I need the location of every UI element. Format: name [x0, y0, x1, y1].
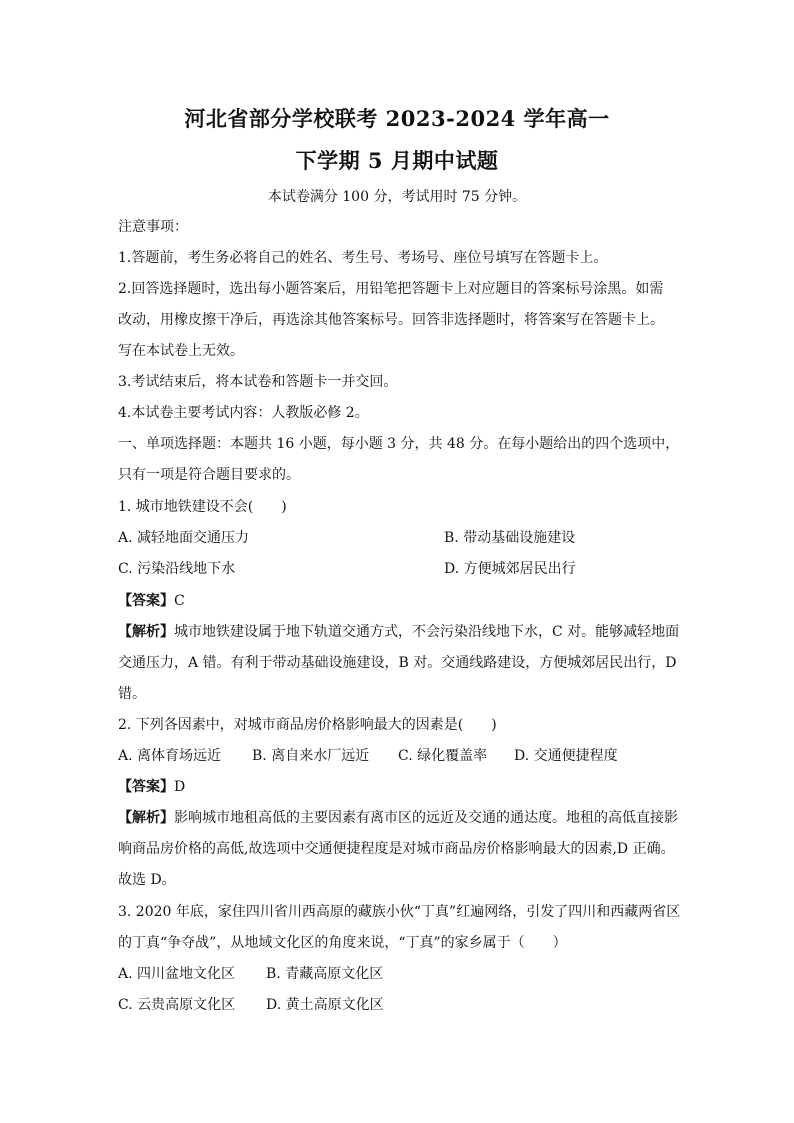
option-c: C. 绿化覆盖率: [398, 748, 488, 764]
analysis-label: 【解析】: [118, 810, 174, 826]
option-a: A. 离体育场远近: [118, 748, 222, 764]
analysis-label: 【解析】: [118, 624, 174, 640]
option-d: D. 黄土高原文化区: [266, 997, 384, 1013]
option-c: C. 污染沿线地下水: [118, 561, 236, 577]
analysis-text: 故选 D。: [118, 872, 176, 888]
question-stem: 2. 下列各因素中，对城市商品房价格影响最大的因素是( ): [118, 717, 497, 733]
option-b: B. 青藏高原文化区: [266, 966, 384, 982]
analysis-line: [118, 808, 678, 828]
notice-item: 写在本试卷上无效。: [118, 343, 244, 359]
notice-item: 3.考试结束后，将本试卷和答题卡一并交回。: [118, 374, 398, 390]
answer-value: C: [174, 593, 185, 609]
section-heading: 一、单项选择题：本题共 16 小题，每小题 3 分，共 48 分。在每小题给出的四个选项中，: [118, 436, 680, 452]
page-title-line2: 下学期 5 月期中试题: [295, 148, 499, 173]
option-d: D. 交通便捷程度: [514, 748, 618, 764]
answer-line: [118, 591, 185, 611]
analysis-text: 响商品房价格的高低,故选项中交通便捷程度是对城市商品房价格影响最大的因素,D 正确。: [118, 841, 675, 857]
answer-line: [118, 777, 185, 797]
option-a: A. 四川盆地文化区: [118, 966, 236, 982]
option-b: B. 带动基础设施建设: [444, 530, 576, 546]
notice-item: 4.本试卷主要考试内容：人教版必修 2。: [118, 405, 369, 421]
analysis-text: 影响城市地租高低的主要因素有离市区的远近及交通的通达度。地租的高低直接影: [174, 810, 678, 826]
option-b: B. 离自来水厂远近: [252, 748, 370, 764]
analysis-line: [118, 622, 679, 642]
analysis-text: 交通压力，A 错。有利于带动基础设施建设，B 对。交通线路建设，方便城郊居民出行，D: [118, 655, 677, 671]
analysis-text: 城市地铁建设属于地下轨道交通方式，不会污染沿线地下水，C 对。能够减轻地面: [174, 624, 680, 640]
option-d: D. 方便城郊居民出行: [444, 561, 576, 577]
exam-info: 本试卷满分 100 分，考试用时 75 分钟。: [267, 189, 527, 205]
question-stem-cont: 的丁真“争夺战”，从地域文化区的角度来说，“丁真”的家乡属于（ ）: [118, 935, 567, 951]
question-stem: 1. 城市地铁建设不会( ): [118, 499, 287, 515]
analysis-text: 错。: [118, 686, 146, 702]
page-title: 河北省部分学校联考 2023-2024 学年高一: [184, 106, 610, 131]
answer-label: 【答案】: [118, 779, 174, 795]
notice-item: 改动，用橡皮擦干净后，再选涂其他答案标号。回答非选择题时，将答案写在答题卡上。: [118, 312, 664, 328]
option-c: C. 云贵高原文化区: [118, 997, 236, 1013]
question-stem: 3. 2020 年底，家住四川省川西高原的藏族小伙“丁真”红遍网络，引发了四川和西藏两省区: [118, 904, 681, 920]
notice-item: 2.回答选择题时，选出每小题答案后，用铅笔把答题卡上对应题目的答案标号涂黑。如需: [118, 281, 664, 297]
answer-value: D: [174, 779, 186, 795]
notice-item: 1.答题前，考生务必将自己的姓名、考生号、考场号、座位号填写在答题卡上。: [118, 250, 608, 266]
answer-label: 【答案】: [118, 593, 174, 609]
section-heading-cont: 只有一项是符合题目要求的。: [118, 467, 300, 483]
notice-heading: 注意事项：: [118, 219, 188, 235]
option-a: A. 减轻地面交通压力: [118, 530, 250, 546]
